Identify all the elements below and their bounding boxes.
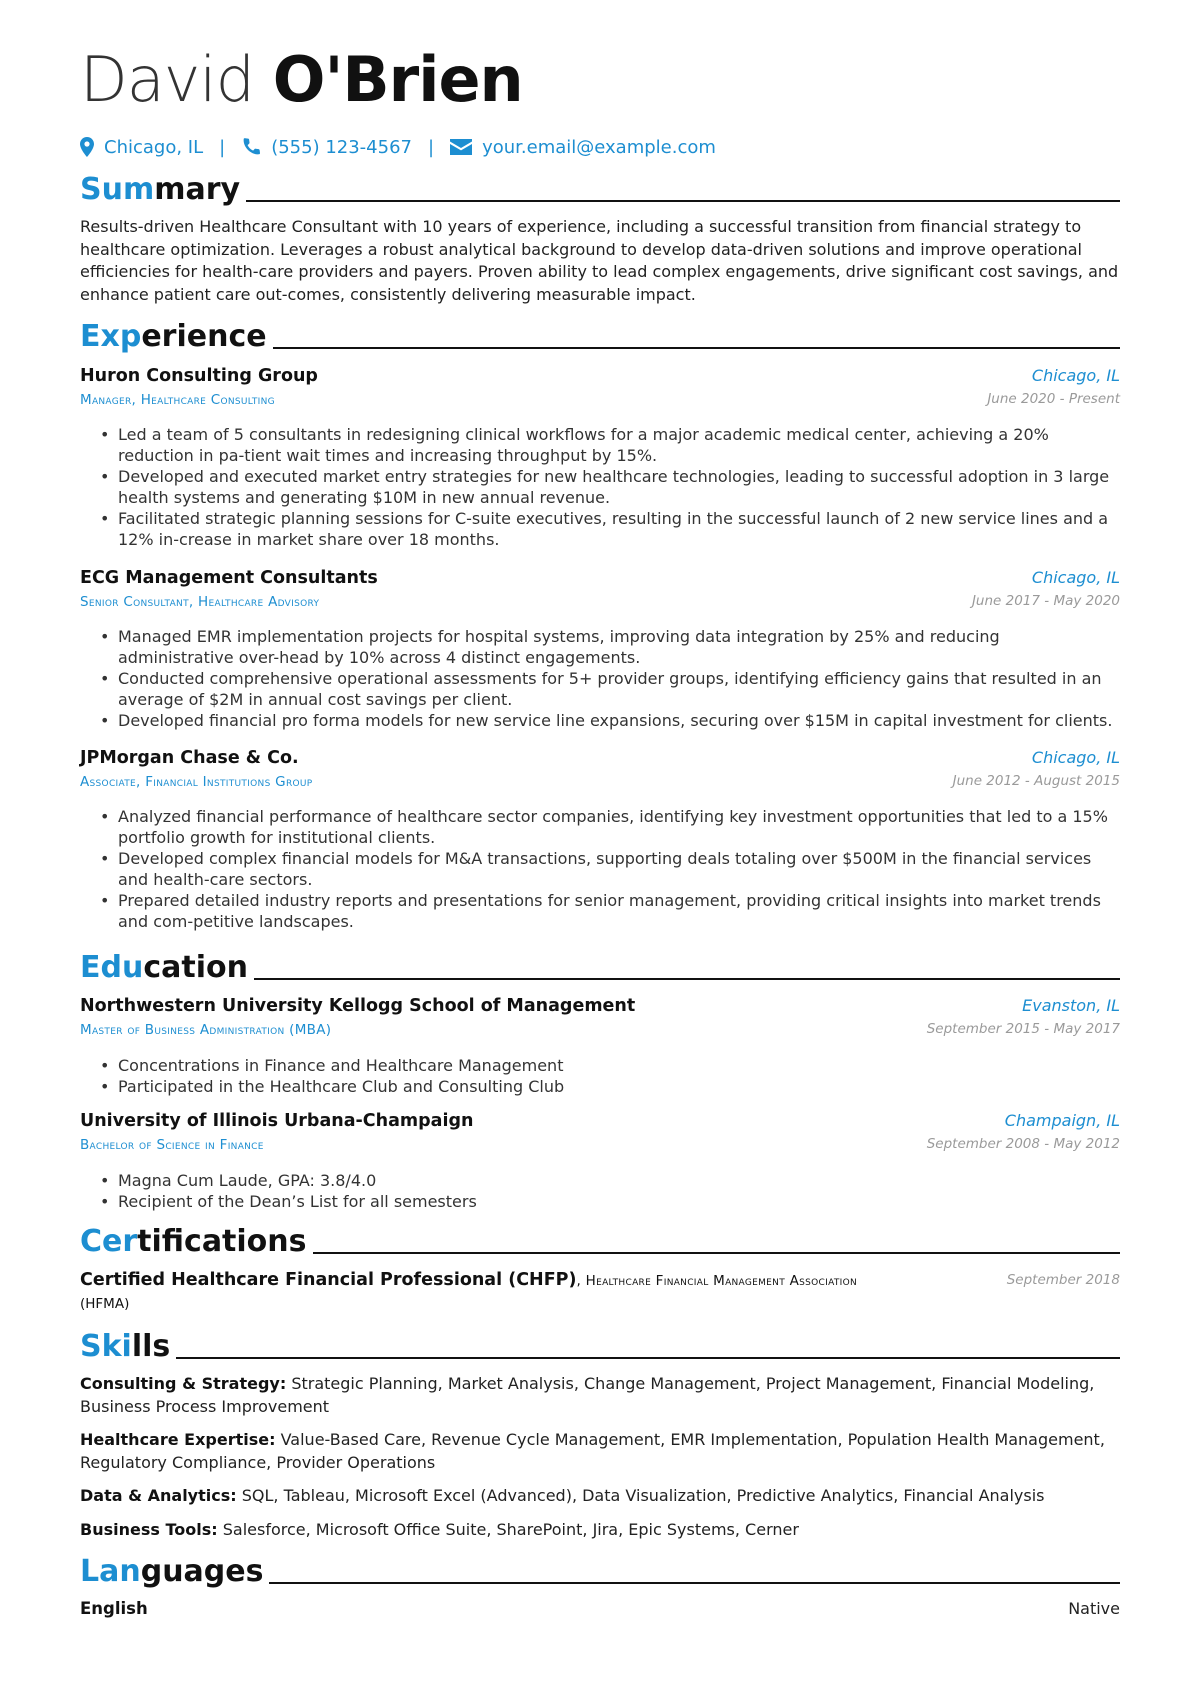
list-item: • Conducted comprehensive operational assessments for 5+ provider groups, identifying efficiency gains that resulted in an average of $2M in annual cost savings per client. [100,668,1120,710]
skills-heading: Skills [80,1325,1120,1365]
candidate-name [80,40,523,120]
heading-rule [176,1357,1120,1359]
list-item: • Developed complex financial models for M&A transactions, supporting deals totaling over $500M in the financial services and health-care sectors. [100,848,1120,890]
list-item: • Developed and executed market entry strategies for new healthcare technologies, leading to successful adoption in 3 large health systems and generating $10M in new annual revenue. [100,466,1120,508]
education-heading: Education [80,946,1120,986]
list-item: • Participated in the Healthcare Club and Consulting Club [100,1076,1120,1097]
school-location: Evanston, IL [1022,996,1120,1015]
education-bullets [100,1170,1120,1212]
skill-group [80,1373,1120,1418]
contact-separator: | [219,136,226,158]
skill-label: Healthcare Expertise: [80,1430,276,1449]
certification-issuer-cont: (HFMA) [80,1296,130,1312]
contact-location: Chicago, IL [104,136,204,158]
first-name: David [80,43,255,116]
list-item: • Concentrations in Finance and Healthcare Management [100,1055,1120,1076]
envelope-icon [450,139,472,155]
skill-label: Business Tools: [80,1520,218,1539]
degree: Master of Business Administration (MBA) [80,1022,332,1038]
job-location: Chicago, IL [1031,366,1120,385]
school-dates: September 2008 - May 2012 [926,1136,1120,1152]
skill-label: Data & Analytics: [80,1486,237,1505]
skill-group [80,1485,1120,1508]
skill-group [80,1519,1120,1542]
contact-email[interactable]: your.email@example.com [482,136,716,158]
employer-name: Huron Consulting Group [80,366,318,386]
list-item: • Prepared detailed industry reports and presentations for senior management, providing critical insights into market trends and com-petitive landscapes. [100,890,1120,932]
school-name: University of Illinois Urbana-Champaign [80,1111,474,1131]
heading-rule [269,1582,1120,1584]
list-item: • Facilitated strategic planning sessions for C-suite executives, resulting in the successful launch of 2 new service lines and a 12% in-crease in market share over 18 months. [100,508,1120,550]
contact-bar [80,134,716,160]
job-title: Manager, Healthcare Consulting [80,392,275,408]
job-dates: June 2017 - May 2020 [971,593,1120,609]
contact-phone[interactable]: (555) 123-4567 [271,136,412,158]
employer-name: JPMorgan Chase & Co. [80,748,299,768]
certification-name: Certified Healthcare Financial Professional (CHFP) [80,1270,577,1290]
contact-separator: | [428,136,435,158]
job-title: Associate, Financial Institutions Group [80,774,313,790]
languages-heading: Languages [80,1550,1120,1590]
list-item: • Led a team of 5 consultants in redesigning clinical workflows for a major academic medical center, achieving a 20% reduction in pa-tient wait times and increasing throughput by 15%. [100,424,1120,466]
degree: Bachelor of Science in Finance [80,1137,264,1153]
education-bullets [100,1055,1120,1097]
skill-label: Consulting & Strategy: [80,1374,287,1393]
experience-heading: Experience [80,315,1120,355]
list-item: • Magna Cum Laude, GPA: 3.8/4.0 [100,1170,1120,1191]
certification-entry [80,1270,940,1290]
skill-group [80,1429,1120,1474]
map-pin-icon [80,137,94,157]
job-location: Chicago, IL [1031,748,1120,767]
skill-values: Salesforce, Microsoft Office Suite, SharePoint, Jira, Epic Systems, Cerner [217,1520,799,1539]
summary-heading: Summary [80,168,1120,208]
certification-date: September 2018 [1006,1272,1120,1288]
list-item: • Analyzed financial performance of healthcare sector companies, identifying key investment opportunities that led to a 15% portfolio growth for institutional clients. [100,806,1120,848]
heading-rule [273,347,1120,349]
job-bullets [100,626,1120,731]
job-bullets [100,424,1120,550]
list-item: • Recipient of the Dean’s List for all semesters [100,1191,1120,1212]
school-name: Northwestern University Kellogg School of Management [80,996,636,1016]
job-title: Senior Consultant, Healthcare Advisory [80,594,320,610]
language-name: English [80,1599,148,1618]
summary-text: Results-driven Healthcare Consultant with 10 years of experience, including a successful transition from financial strategy to healthcare optimization. Leverages a robust analytical background to develop data-driven solutions and improve operational efficiencies for health-care providers and payers. Proven ability to lead complex engagements, drive significant cost savings, and enhance patient care out-comes, consistently delivering measurable impact. [80,217,1119,304]
job-dates: June 2012 - August 2015 [952,773,1120,789]
job-dates: June 2020 - Present [987,391,1120,407]
last-name: O'Brien [272,43,523,116]
heading-rule [246,200,1120,202]
skill-values: Strategic Planning, Market Analysis, Change Management, Project Management, Financial Modeling, Business Process Improvement [80,1374,1095,1416]
skill-values: SQL, Tableau, Microsoft Excel (Advanced), Data Visualization, Predictive Analytics, Financial Analysis [236,1486,1045,1505]
school-dates: September 2015 - May 2017 [926,1021,1120,1037]
list-item: • Managed EMR implementation projects for hospital systems, improving data integration by 25% and reducing administrative over-head by 10% across 4 distinct engagements. [100,626,1120,668]
job-bullets [100,806,1120,932]
heading-rule [313,1252,1120,1254]
employer-name: ECG Management Consultants [80,568,378,588]
skill-values: Value-Based Care, Revenue Cycle Management, EMR Implementation, Population Health Management, Regulatory Compliance, Provider Operations [80,1430,1105,1472]
list-item: • Developed financial pro forma models for new service line expansions, securing over $15M in capital investment for clients. [100,710,1120,731]
certifications-heading: Certifications [80,1220,1120,1260]
job-location: Chicago, IL [1031,568,1120,587]
certification-issuer: , Healthcare Financial Management Association [576,1273,857,1289]
school-location: Champaign, IL [1004,1111,1120,1130]
phone-icon [241,137,261,157]
heading-rule [254,978,1120,980]
language-level: Native [1068,1599,1120,1618]
